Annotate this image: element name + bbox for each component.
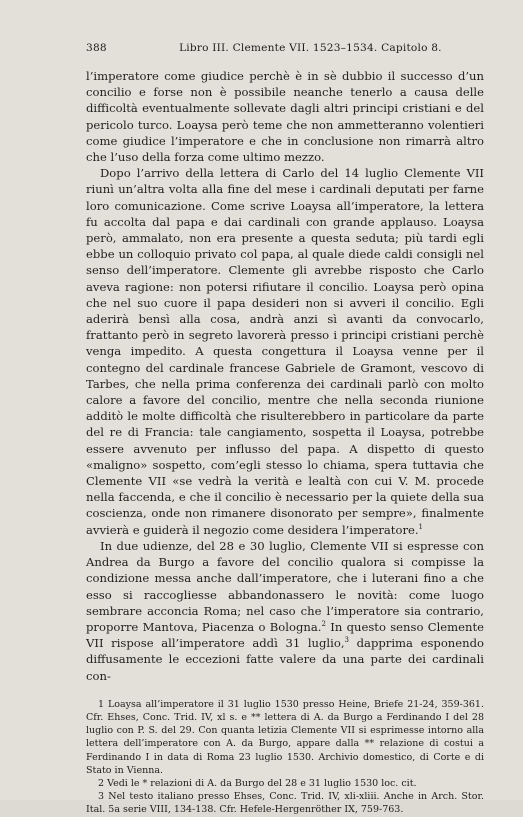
- paragraph-text: In questo senso Clemente VII rispose all’imperatore addì 31 luglio,: [86, 619, 485, 651]
- paragraph: [86, 538, 484, 684]
- footnote: [86, 698, 484, 777]
- paragraph-text: dapprima esponendo diffusamente le eccezioni fatte valere da una parte dei cardinali con-: [86, 636, 485, 683]
- page-header: [86, 40, 484, 56]
- paragraph: [86, 165, 484, 538]
- footnote-mark: 2: [321, 620, 326, 629]
- footnote-number: 1: [98, 698, 105, 710]
- body-text: [86, 68, 484, 684]
- paragraph-text: Dopo l’arrivo della lettera di Carlo del 14 luglio Clemente VII riunì un’altra volta alla fine del mese i cardinali deputati per farne loro comunicazione. Come scrive Loaysa all’imperatore, la lettera fu accolta dal papa e dai cardinali con grande applauso. Loaysa però, ammalato, non era presente a questa seduta; più tardi egli ebbe un colloquio privato col papa, al quale diede caldi consigli nel senso dell’imperatore. Clemente gli avrebbe risposto che Carlo aveva ragione: non potersi rifiutare il concilio. Loaysa però opina che nel suo cuore il papa desideri non si avveri il concilio. Egli aderirà bensì alla cosa, andrà anzi sì avanti da convocarlo, frattanto però in segreto lavorerà presso i principi cristiani perchè venga impedito. A questa congettura il Loaysa venne per il contegno del cardinale francese Gabriele de Gramont, vescovo di Tarbes, che nella prima conferenza dei cardinali parlò con molto calore a favore del concilio, mentre che nella seconda riunione additò le molte difficoltà che risulterebbero in particolare da parte del re di Francia: tale cangiamento, sospetta il Loaysa, potrebbe essere avvenuto per influsso del papa. A dispetto di questo «maligno» sospetto, com’egli stesso lo chiama, spera tuttavia che Clemente VII «se vedrà la verità e lealtà con cui V. M. procede nella faccenda, e che il concilio è necessario per la quiete della sua coscienza, onde non rimanere disonorato per sempre», finalmente avvierà e guiderà il negozio come desidera l’imperatore.: [86, 166, 484, 537]
- footnote-number: 3: [98, 791, 105, 803]
- page-number: 388: [86, 42, 107, 54]
- footnote-mark: 3: [344, 636, 349, 645]
- paragraph-text: In due udienze, del 28 e 30 luglio, Clemente VII si espresse con Andrea da Burgo a favore del concilio qualora si compisse la condizione messa anche dall’imperatore, che i luterani fino a che esso si raccogliesse abbandonassero le novità: come luogo sembrare acconcia Roma; nel caso che l’imperatore sia contrario, proporre Mantova, Piacenza o Bologna.: [86, 538, 484, 634]
- footnote: [86, 777, 484, 790]
- footnote-number: 2: [98, 777, 105, 789]
- footnotes: [86, 698, 484, 817]
- footnote-text: Nel testo italiano presso Ehses, Conc. Trid. IV, xli-xliii. Anche in Arch. Stor. Ital. 5a serie VIII, 134-138. Cfr. Hefele-Hergenröther IX, 759-763.: [86, 791, 484, 816]
- footnote-text: Loaysa all’imperatore il 31 luglio 1530 presso Heine, Briefe 21-24, 359-361. Cfr. Ehses, Conc. Trid. IV, xl s. e ** lettera di A. da Burgo a Ferdinando I del 28 luglio con P. S. del 29. Con quanta letizia Clemente VII si esprimesse intorno alla lettera dell’imperatore con A. da Burgo, appare dalla ** relazione di costui a Ferdinando I in data di Roma 23 luglio 1530. Archivio domestico, di Corte e di Stato in Vienna.: [86, 698, 484, 776]
- footnote-text: Vedi le * relazioni di A. da Burgo del 28 e 31 luglio 1530 loc. cit.: [107, 777, 417, 789]
- paragraph: l’imperatore come giudice perchè è in sè dubbio il successo d’un concilio e forse non è possibile neanche tenerlo a causa delle difficoltà eventualmente sollevate dagli altri principi cristiani e del pericolo turco. Loaysa però teme che non ammetteranno volentieri come giudice l’imperatore e che in conclusione non rimarrà altro che l’uso della forza come ultimo mezzo.: [86, 69, 484, 165]
- footnote-mark: 1: [418, 522, 424, 531]
- running-title: Libro III. Clemente VII. 1523–1534. Capitolo 8.: [179, 42, 442, 54]
- footnote: [86, 790, 484, 816]
